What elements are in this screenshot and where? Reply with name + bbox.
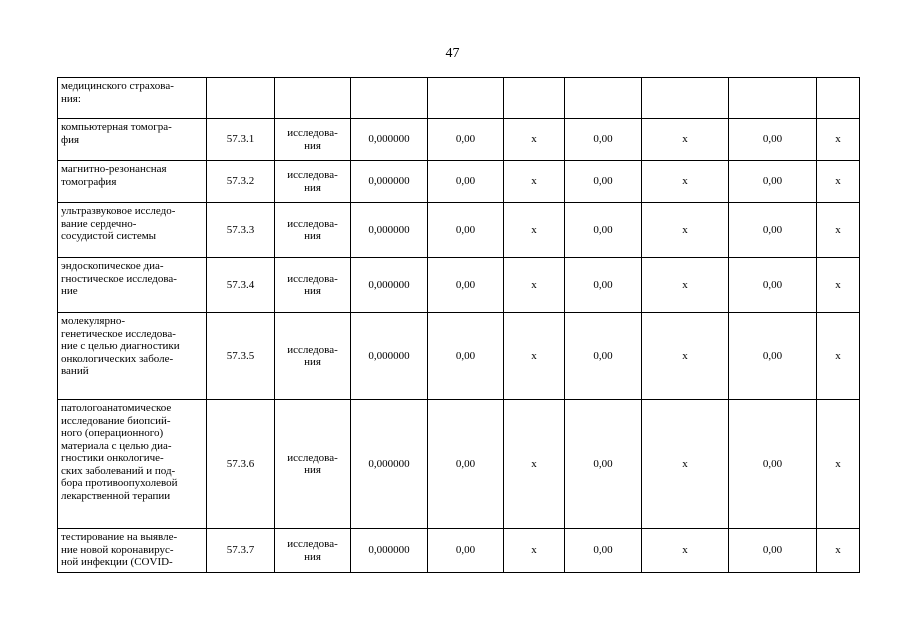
value-cell-1: 0,000000 [351,258,428,313]
table-row [58,529,860,573]
value-cell-3: х [504,313,565,400]
value-cell-6: 0,00 [729,529,817,573]
unit-cell: исследова- ния [275,400,351,529]
table-row [58,313,860,400]
value-cell-4: 0,00 [565,313,642,400]
value-cell-3: х [504,161,565,203]
unit-cell: исследова- ния [275,161,351,203]
table-row [58,400,860,529]
table-row [58,161,860,203]
row-code-cell [207,78,275,119]
value-cell-4: 0,00 [565,119,642,161]
unit-cell: исследова- ния [275,529,351,573]
service-name-cell: эндоскопическое диа- гностическое исследова- ние [58,258,207,313]
value-cell-2: 0,00 [428,529,504,573]
value-cell-7 [817,78,860,119]
service-name-cell: ультразвуковое исследо- вание сердечно- сосудистой системы [58,203,207,258]
row-code-cell: 57.3.3 [207,203,275,258]
row-code-cell: 57.3.6 [207,400,275,529]
value-cell-6 [729,78,817,119]
row-code-cell: 57.3.2 [207,161,275,203]
unit-cell: исследова- ния [275,258,351,313]
value-cell-1: 0,000000 [351,313,428,400]
value-cell-6: 0,00 [729,258,817,313]
value-cell-3 [504,78,565,119]
row-code-cell: 57.3.7 [207,529,275,573]
value-cell-5: х [642,203,729,258]
value-cell-3: х [504,203,565,258]
value-cell-2 [428,78,504,119]
value-cell-6: 0,00 [729,203,817,258]
value-cell-1: 0,000000 [351,529,428,573]
value-cell-4 [565,78,642,119]
service-name-cell: молекулярно- генетическое исследова- ние с целью диагностики онкологических заболе- ваний [58,313,207,400]
value-cell-1: 0,000000 [351,119,428,161]
value-cell-5: х [642,161,729,203]
value-cell-2: 0,00 [428,161,504,203]
value-cell-6: 0,00 [729,313,817,400]
unit-cell: исследова- ния [275,203,351,258]
value-cell-3: х [504,258,565,313]
value-cell-7: х [817,203,860,258]
value-cell-2: 0,00 [428,119,504,161]
unit-cell: исследова- ния [275,313,351,400]
value-cell-6: 0,00 [729,161,817,203]
value-cell-2: 0,00 [428,258,504,313]
row-code-cell: 57.3.4 [207,258,275,313]
row-code-cell: 57.3.1 [207,119,275,161]
page-number: 47 [445,46,460,61]
value-cell-3: х [504,529,565,573]
value-cell-4: 0,00 [565,203,642,258]
value-cell-1: 0,000000 [351,161,428,203]
table-row [58,258,860,313]
table-row [58,203,860,258]
value-cell-7: х [817,313,860,400]
value-cell-4: 0,00 [565,400,642,529]
value-cell-4: 0,00 [565,258,642,313]
value-cell-7: х [817,400,860,529]
value-cell-5: х [642,529,729,573]
value-cell-7: х [817,258,860,313]
data-table [57,77,860,573]
value-cell-4: 0,00 [565,161,642,203]
value-cell-7: х [817,119,860,161]
table-row [58,119,860,161]
value-cell-5: х [642,400,729,529]
value-cell-3: х [504,119,565,161]
service-name-cell: компьютерная томогра- фия [58,119,207,161]
service-name-cell: тестирование на выявле- ние новой коронавирус- ной инфекции (COVID- [58,529,207,573]
value-cell-5: х [642,258,729,313]
value-cell-1: 0,000000 [351,400,428,529]
value-cell-5: х [642,119,729,161]
value-cell-5: х [642,313,729,400]
unit-cell [275,78,351,119]
service-name-cell: магнитно-резонансная томография [58,161,207,203]
row-code-cell: 57.3.5 [207,313,275,400]
value-cell-6: 0,00 [729,119,817,161]
value-cell-7: х [817,161,860,203]
table-body [58,78,860,573]
value-cell-2: 0,00 [428,313,504,400]
value-cell-6: 0,00 [729,400,817,529]
service-name-cell: патологоанатомическое исследование биопсий- ного (операционного) материала с целью диа- гностики онкологиче- ских заболеваний и под- бора противоопухолевой лекарственной терапии [58,400,207,529]
value-cell-1: 0,000000 [351,203,428,258]
table-row [58,78,860,119]
unit-cell: исследова- ния [275,119,351,161]
value-cell-2: 0,00 [428,400,504,529]
service-name-cell: медицинского страхова- ния: [58,78,207,119]
value-cell-3: х [504,400,565,529]
value-cell-7: х [817,529,860,573]
value-cell-2: 0,00 [428,203,504,258]
value-cell-1 [351,78,428,119]
value-cell-5 [642,78,729,119]
value-cell-4: 0,00 [565,529,642,573]
